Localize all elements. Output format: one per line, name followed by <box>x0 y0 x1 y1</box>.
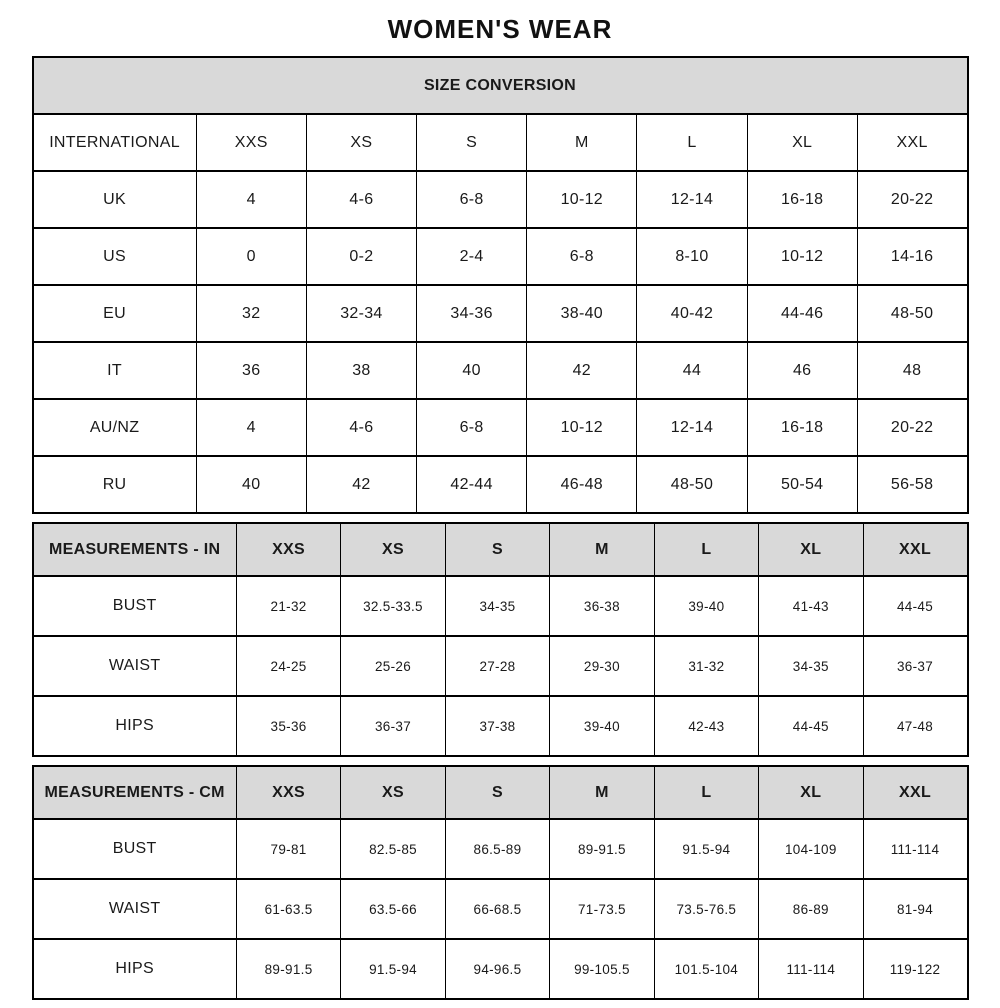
value-cell: 104-109 <box>759 819 863 879</box>
value-cell: 34-35 <box>759 636 863 696</box>
value-cell: 61-63.5 <box>236 879 340 939</box>
table-row <box>33 171 968 228</box>
value-cell: 36 <box>196 342 306 399</box>
measurements-in-title: MEASUREMENTS - IN <box>33 523 237 576</box>
value-cell: 0-2 <box>306 228 416 285</box>
size-header-cell: INTERNATIONAL <box>33 114 197 171</box>
value-cell: 27-28 <box>445 636 549 696</box>
value-cell: 32.5-33.5 <box>341 576 445 636</box>
value-cell: 40 <box>417 342 527 399</box>
value-cell: 0 <box>196 228 306 285</box>
value-cell: 46-48 <box>527 456 637 513</box>
size-header-cell: M <box>527 114 637 171</box>
row-label-cell: BUST <box>33 576 237 636</box>
value-cell: 20-22 <box>857 399 967 456</box>
table-row <box>33 285 968 342</box>
size-header-cell: XL <box>747 114 857 171</box>
value-cell: 29-30 <box>550 636 654 696</box>
value-cell: 44-45 <box>759 696 863 756</box>
value-cell: 2-4 <box>417 228 527 285</box>
row-label-cell: IT <box>33 342 197 399</box>
row-label-cell: HIPS <box>33 939 237 999</box>
size-header-cell: XS <box>341 766 445 819</box>
value-cell: 42-43 <box>654 696 758 756</box>
value-cell: 37-38 <box>445 696 549 756</box>
value-cell: 44-46 <box>747 285 857 342</box>
value-cell: 48 <box>857 342 967 399</box>
value-cell: 40 <box>196 456 306 513</box>
size-header-cell: L <box>654 766 758 819</box>
size-conversion-header-row <box>33 57 968 114</box>
row-label-cell: RU <box>33 456 197 513</box>
value-cell: 36-38 <box>550 576 654 636</box>
value-cell: 111-114 <box>863 819 967 879</box>
value-cell: 38 <box>306 342 416 399</box>
value-cell: 39-40 <box>654 576 758 636</box>
value-cell: 38-40 <box>527 285 637 342</box>
measurements-cm-header-row <box>33 766 968 819</box>
value-cell: 71-73.5 <box>550 879 654 939</box>
value-cell: 10-12 <box>527 171 637 228</box>
value-cell: 24-25 <box>236 636 340 696</box>
table-row <box>33 576 968 636</box>
value-cell: 46 <box>747 342 857 399</box>
international-header-row <box>33 114 968 171</box>
size-header-cell: XXS <box>236 523 340 576</box>
value-cell: 91.5-94 <box>654 819 758 879</box>
value-cell: 36-37 <box>341 696 445 756</box>
value-cell: 16-18 <box>747 171 857 228</box>
size-header-cell: XXS <box>236 766 340 819</box>
value-cell: 82.5-85 <box>341 819 445 879</box>
value-cell: 36-37 <box>863 636 967 696</box>
value-cell: 44-45 <box>863 576 967 636</box>
value-cell: 6-8 <box>417 399 527 456</box>
value-cell: 6-8 <box>417 171 527 228</box>
row-label-cell: AU/NZ <box>33 399 197 456</box>
value-cell: 34-36 <box>417 285 527 342</box>
size-header-cell: M <box>550 766 654 819</box>
size-header-cell: S <box>445 766 549 819</box>
value-cell: 35-36 <box>236 696 340 756</box>
size-chart-page <box>32 0 969 1000</box>
value-cell: 50-54 <box>747 456 857 513</box>
value-cell: 34-35 <box>445 576 549 636</box>
row-label-cell: EU <box>33 285 197 342</box>
size-header-cell: XXL <box>857 114 967 171</box>
size-header-cell: S <box>417 114 527 171</box>
value-cell: 8-10 <box>637 228 747 285</box>
table-row <box>33 456 968 513</box>
value-cell: 4-6 <box>306 399 416 456</box>
table-row <box>33 399 968 456</box>
value-cell: 12-14 <box>637 399 747 456</box>
measurements-cm-title: MEASUREMENTS - CM <box>33 766 237 819</box>
value-cell: 40-42 <box>637 285 747 342</box>
size-header-cell: M <box>550 523 654 576</box>
size-header-cell: XXL <box>863 523 967 576</box>
value-cell: 63.5-66 <box>341 879 445 939</box>
value-cell: 4 <box>196 399 306 456</box>
value-cell: 86-89 <box>759 879 863 939</box>
value-cell: 42 <box>527 342 637 399</box>
value-cell: 73.5-76.5 <box>654 879 758 939</box>
row-label-cell: WAIST <box>33 636 237 696</box>
size-header-cell: XS <box>341 523 445 576</box>
table-row <box>33 939 968 999</box>
value-cell: 14-16 <box>857 228 967 285</box>
size-header-cell: XXS <box>196 114 306 171</box>
value-cell: 42 <box>306 456 416 513</box>
table-row <box>33 696 968 756</box>
page-title: WOMEN'S WEAR <box>387 14 613 44</box>
table-row <box>33 819 968 879</box>
size-conversion-title: SIZE CONVERSION <box>33 57 968 114</box>
value-cell: 4 <box>196 171 306 228</box>
value-cell: 101.5-104 <box>654 939 758 999</box>
size-header-cell: XL <box>759 523 863 576</box>
value-cell: 16-18 <box>747 399 857 456</box>
value-cell: 4-6 <box>306 171 416 228</box>
size-header-cell: L <box>637 114 747 171</box>
measurements-in-table <box>32 522 969 757</box>
row-label-cell: HIPS <box>33 696 237 756</box>
size-conversion-table <box>32 56 969 514</box>
size-header-cell: XL <box>759 766 863 819</box>
value-cell: 91.5-94 <box>341 939 445 999</box>
value-cell: 44 <box>637 342 747 399</box>
value-cell: 20-22 <box>857 171 967 228</box>
value-cell: 79-81 <box>236 819 340 879</box>
row-label-cell: WAIST <box>33 879 237 939</box>
table-row <box>33 228 968 285</box>
value-cell: 12-14 <box>637 171 747 228</box>
value-cell: 86.5-89 <box>445 819 549 879</box>
value-cell: 89-91.5 <box>236 939 340 999</box>
value-cell: 42-44 <box>417 456 527 513</box>
value-cell: 6-8 <box>527 228 637 285</box>
measurements-in-header-row <box>33 523 968 576</box>
value-cell: 25-26 <box>341 636 445 696</box>
value-cell: 32 <box>196 285 306 342</box>
value-cell: 21-32 <box>236 576 340 636</box>
value-cell: 32-34 <box>306 285 416 342</box>
value-cell: 119-122 <box>863 939 967 999</box>
size-header-cell: S <box>445 523 549 576</box>
size-header-cell: L <box>654 523 758 576</box>
value-cell: 10-12 <box>527 399 637 456</box>
value-cell: 94-96.5 <box>445 939 549 999</box>
value-cell: 48-50 <box>637 456 747 513</box>
row-label-cell: US <box>33 228 197 285</box>
value-cell: 10-12 <box>747 228 857 285</box>
table-row <box>33 636 968 696</box>
table-row <box>33 879 968 939</box>
value-cell: 66-68.5 <box>445 879 549 939</box>
value-cell: 89-91.5 <box>550 819 654 879</box>
value-cell: 48-50 <box>857 285 967 342</box>
value-cell: 56-58 <box>857 456 967 513</box>
value-cell: 41-43 <box>759 576 863 636</box>
row-label-cell: BUST <box>33 819 237 879</box>
value-cell: 47-48 <box>863 696 967 756</box>
size-header-cell: XS <box>306 114 416 171</box>
row-label-cell: UK <box>33 171 197 228</box>
measurements-cm-table <box>32 765 969 1000</box>
size-header-cell: XXL <box>863 766 967 819</box>
value-cell: 81-94 <box>863 879 967 939</box>
value-cell: 99-105.5 <box>550 939 654 999</box>
value-cell: 111-114 <box>759 939 863 999</box>
value-cell: 39-40 <box>550 696 654 756</box>
value-cell: 31-32 <box>654 636 758 696</box>
table-row <box>33 342 968 399</box>
